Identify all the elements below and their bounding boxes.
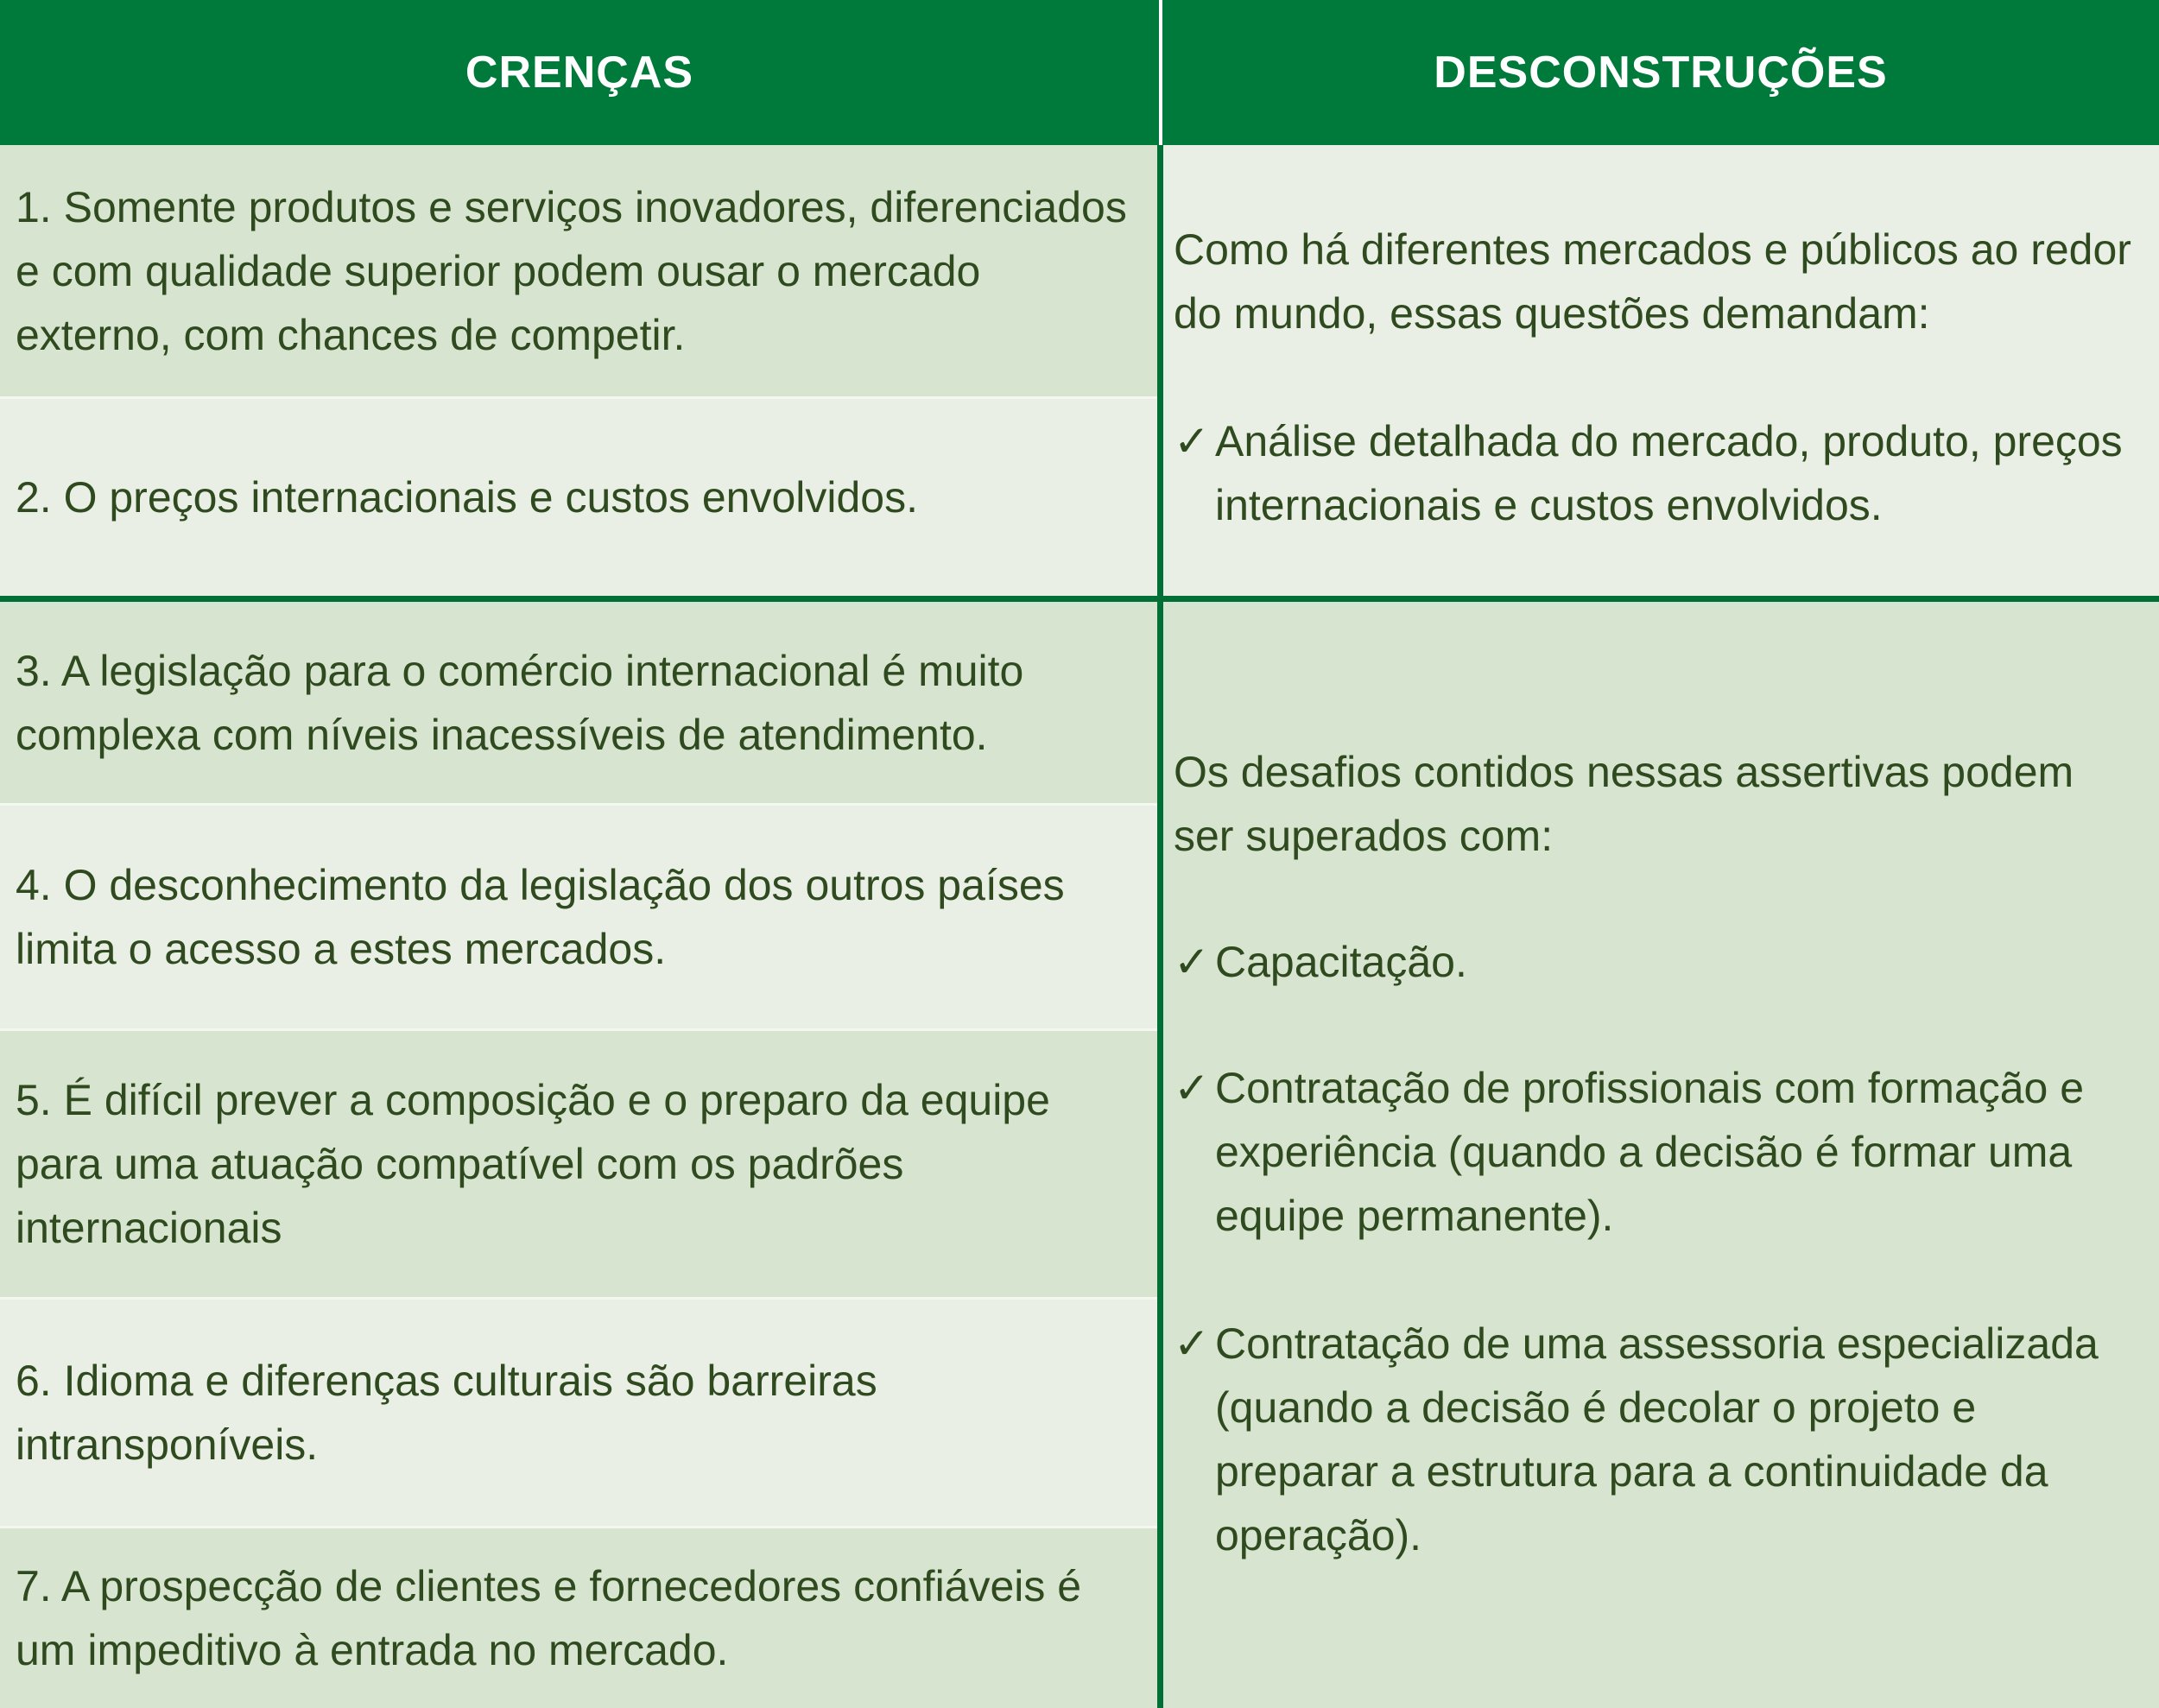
deconstruction-item-text: Contratação de profissionais com formação e experiência (quando a decisão é formar uma equipe permanente).	[1215, 1064, 2085, 1240]
deconstruction-intro-1: Como há diferentes mercados e públicos ao redor do mundo, essas questões demandam:	[1174, 225, 2131, 338]
belief-row-1	[0, 145, 1159, 397]
column-header-deconstructions: DESCONSTRUÇÕES	[1162, 0, 2159, 145]
belief-row-4	[0, 806, 1159, 1028]
deconstruction-block-1	[1163, 218, 2159, 537]
checkmark-icon: ✓	[1174, 416, 1210, 466]
deconstruction-item-text: Análise detalhada do mercado, produto, preços internacionais e custos envolvidos.	[1215, 417, 2123, 529]
deconstruction-item	[1174, 1312, 2142, 1567]
deconstruction-item	[1174, 930, 2142, 994]
belief-row-2	[0, 399, 1159, 596]
deconstruction-item-text: Contratação de uma assessoria especializada (quando a decisão é decolar o projeto e preparar a estrutura para a continuidade da operação).	[1215, 1319, 2099, 1559]
checkmark-icon: ✓	[1174, 937, 1210, 987]
belief-text-4: 4. O desconhecimento da legislação dos outros países limita o acesso a estes mercados.	[16, 861, 1065, 973]
deconstruction-item-text: Capacitação.	[1215, 938, 1467, 986]
belief-text-1: 1. Somente produtos e serviços inovadores, diferenciados e com qualidade superior podem ousar o mercado externo, com chances de competir.	[16, 183, 1127, 359]
group-divider	[0, 596, 2159, 602]
belief-row-5	[0, 1031, 1159, 1297]
belief-row-7	[0, 1528, 1159, 1708]
deconstruction-intro-2: Os desafios contidos nessas assertivas podem ser superados com:	[1174, 748, 2074, 860]
belief-row-3	[0, 602, 1159, 803]
belief-text-2: 2. O preços internacionais e custos envolvidos.	[16, 473, 918, 522]
belief-row-6	[0, 1300, 1159, 1526]
checkmark-icon: ✓	[1174, 1319, 1210, 1369]
deconstruction-block-2	[1163, 740, 2159, 1567]
deconstruction-item	[1174, 409, 2142, 537]
checkmark-icon: ✓	[1174, 1063, 1210, 1113]
column-header-beliefs: CRENÇAS	[0, 0, 1159, 145]
column-divider	[1157, 145, 1163, 1708]
deconstruction-item	[1174, 1056, 2142, 1248]
belief-text-5: 5. É difícil prever a composição e o preparo da equipe para uma atuação compatível com os padrões internacionais	[16, 1076, 1050, 1252]
belief-text-7: 7. A prospecção de clientes e fornecedores confiáveis é um impeditivo à entrada no mercado.	[16, 1562, 1082, 1674]
belief-text-6: 6. Idioma e diferenças culturais são barreiras intransponíveis.	[16, 1357, 877, 1469]
belief-text-3: 3. A legislação para o comércio internacional é muito complexa com níveis inacessíveis de atendimento.	[16, 646, 1024, 759]
